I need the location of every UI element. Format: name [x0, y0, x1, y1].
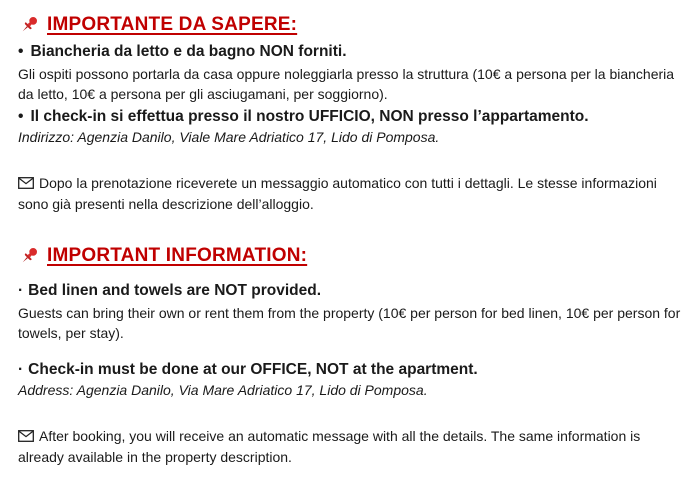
address-line-it: Indirizzo: Agenzia Danilo, Viale Mare Adriatico 17, Lido di Pomposa.: [18, 129, 440, 146]
bullet-glyph: •: [18, 107, 24, 125]
envelope-icon: [18, 177, 34, 189]
section-header-italian: [18, 14, 682, 36]
note-text: Dopo la prenotazione riceverete un messaggio automatico con tutti i dettagli. Le stesse informazioni sono già presenti nella descrizione dell’alloggio.: [18, 175, 657, 213]
bullet-point-checkin-en: [18, 360, 682, 381]
bullet-point-text: Bed linen and towels are NOT provided.: [28, 282, 321, 300]
bullet-glyph: ·: [18, 282, 24, 300]
detail-paragraph-linen-it: Gli ospiti possono portarla da casa oppure noleggiarla presso la struttura (10€ a persona per la biancheria da letto, 10€ a persona per gli asciugamani, per soggiorno).: [18, 65, 675, 103]
section-heading: IMPORTANTE DA SAPERE:: [47, 14, 298, 35]
detail-paragraph-linen-en: Guests can bring their own or rent them from the property (10€ per person for bed linen, 10€ per person for towels, per stay).: [18, 304, 681, 342]
note-paragraph-en: [18, 426, 682, 468]
envelope-icon: [18, 430, 34, 442]
address-line-en: Address: Agenzia Danilo, Via Mare Adriatico 17, Lido di Pomposa.: [18, 382, 428, 399]
pushpin-icon: [18, 245, 40, 267]
section-english: [18, 245, 682, 468]
bullet-glyph: ·: [18, 360, 24, 378]
bullet-point-text: Biancheria da letto e da bagno NON forniti.: [30, 43, 347, 60]
note-text: After booking, you will receive an automatic message with all the details. The same information is already available in the property description.: [18, 428, 641, 466]
bullet-point-linen-it: [18, 42, 682, 63]
pushpin-icon: [18, 14, 40, 36]
bullet-point-text: Check-in must be done at our OFFICE, NOT at the apartment.: [28, 360, 478, 378]
bullet-point-linen-en: [18, 281, 682, 302]
bullet-point-text: Il check-in si effettua presso il nostro UFFICIO, NON presso l’appartamento.: [30, 107, 589, 125]
section-heading: IMPORTANT INFORMATION:: [47, 245, 308, 267]
section-header-english: [18, 245, 682, 267]
bullet-point-checkin-it: [18, 107, 682, 128]
note-paragraph-it: [18, 173, 682, 215]
section-italian: [18, 14, 682, 215]
bullet-glyph: •: [18, 43, 24, 60]
